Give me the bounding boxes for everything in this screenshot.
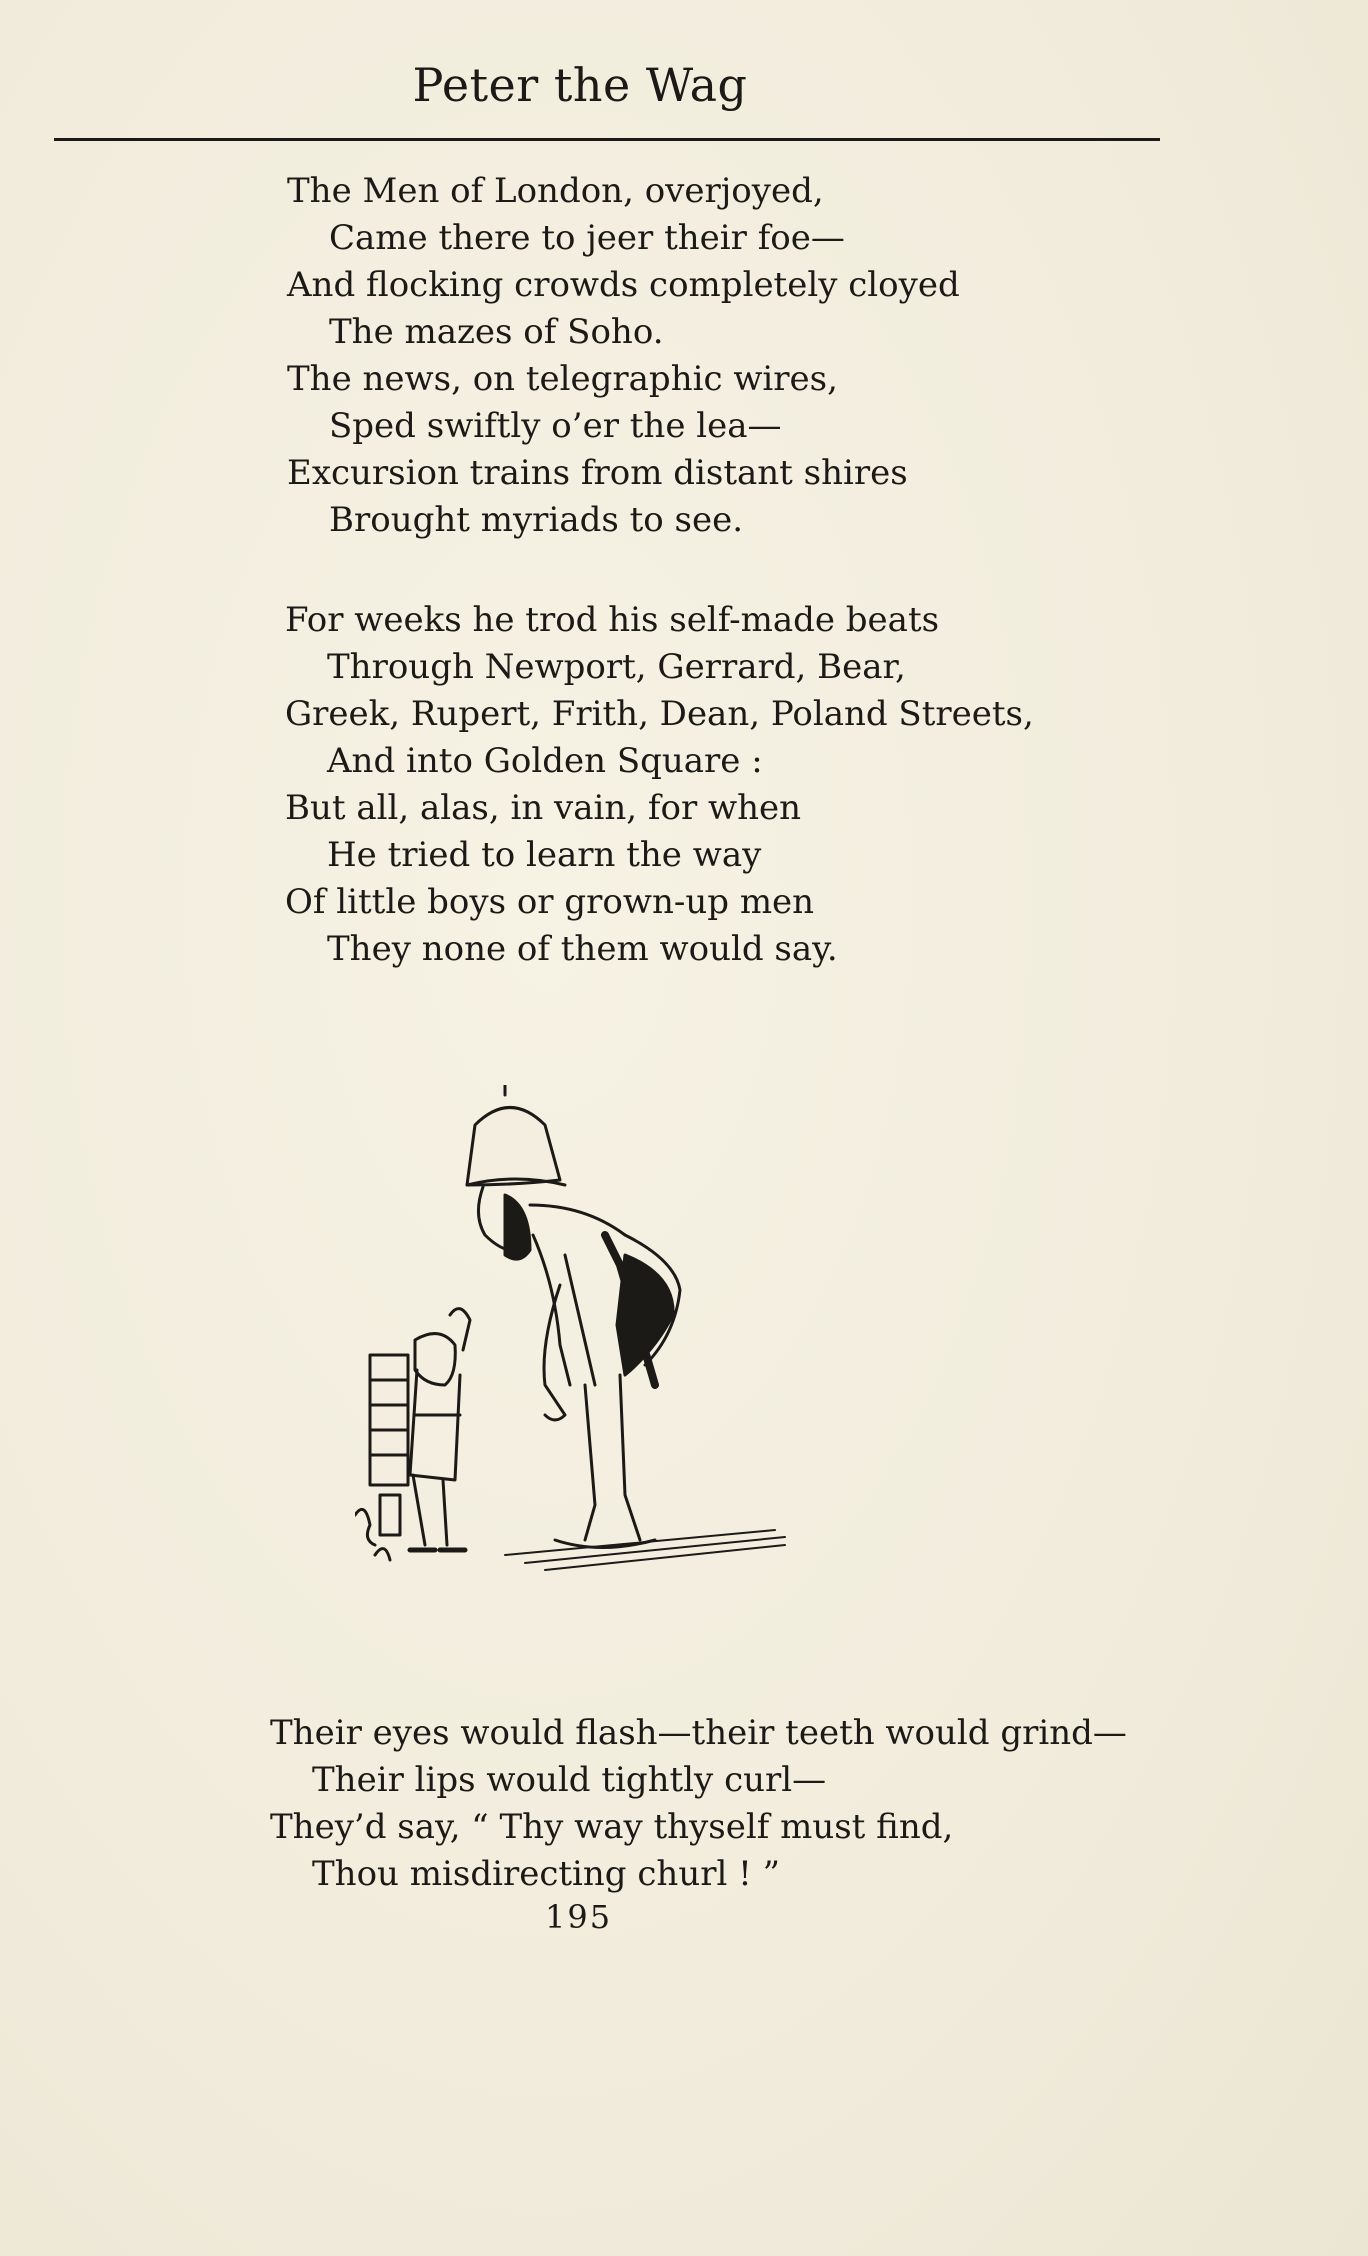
verse-line: Their lips would tightly curl— <box>312 1760 827 1800</box>
verse-line: They’d say, “ Thy way thyself must find, <box>270 1807 954 1847</box>
verse-line: The Men of London, overjoyed, <box>287 171 824 211</box>
running-head: Peter the Wag <box>412 58 748 112</box>
verse-line: Of little boys or grown-up men <box>285 882 815 922</box>
verse-line: And flocking crowds completely cloyed <box>287 265 960 305</box>
stanza-1 <box>287 168 960 544</box>
verse-line: But all, alas, in vain, for when <box>285 788 802 828</box>
verse-line: Came there to jeer their foe— <box>329 218 845 258</box>
verse-line: Sped swiftly o’er the lea— <box>329 406 782 446</box>
verse-line: Greek, Rupert, Frith, Dean, Poland Streets, <box>285 694 1034 734</box>
verse-line: He tried to learn the way <box>327 835 762 875</box>
verse-line: And into Golden Square : <box>327 741 763 781</box>
verse-line: Excursion trains from distant shires <box>287 453 908 493</box>
verse-line: Through Newport, Gerrard, Bear, <box>327 647 906 687</box>
verse-line: For weeks he trod his self-made beats <box>285 600 940 640</box>
verse-line: The news, on telegraphic wires, <box>287 359 838 399</box>
verse-line: Their eyes would flash—their teeth would grind— <box>270 1713 1127 1753</box>
stanza-3 <box>270 1710 1127 1898</box>
page-number: 195 <box>545 1898 613 1936</box>
verse-line: They none of them would say. <box>327 929 838 969</box>
header-rule <box>54 138 1160 141</box>
verse-line: Brought myriads to see. <box>329 500 744 540</box>
policeman-and-boy-illustration-icon <box>355 1085 835 1625</box>
verse-line: The mazes of Soho. <box>329 312 664 352</box>
verse-line: Thou misdirecting churl ! ” <box>312 1854 780 1894</box>
stanza-2 <box>285 597 1034 973</box>
